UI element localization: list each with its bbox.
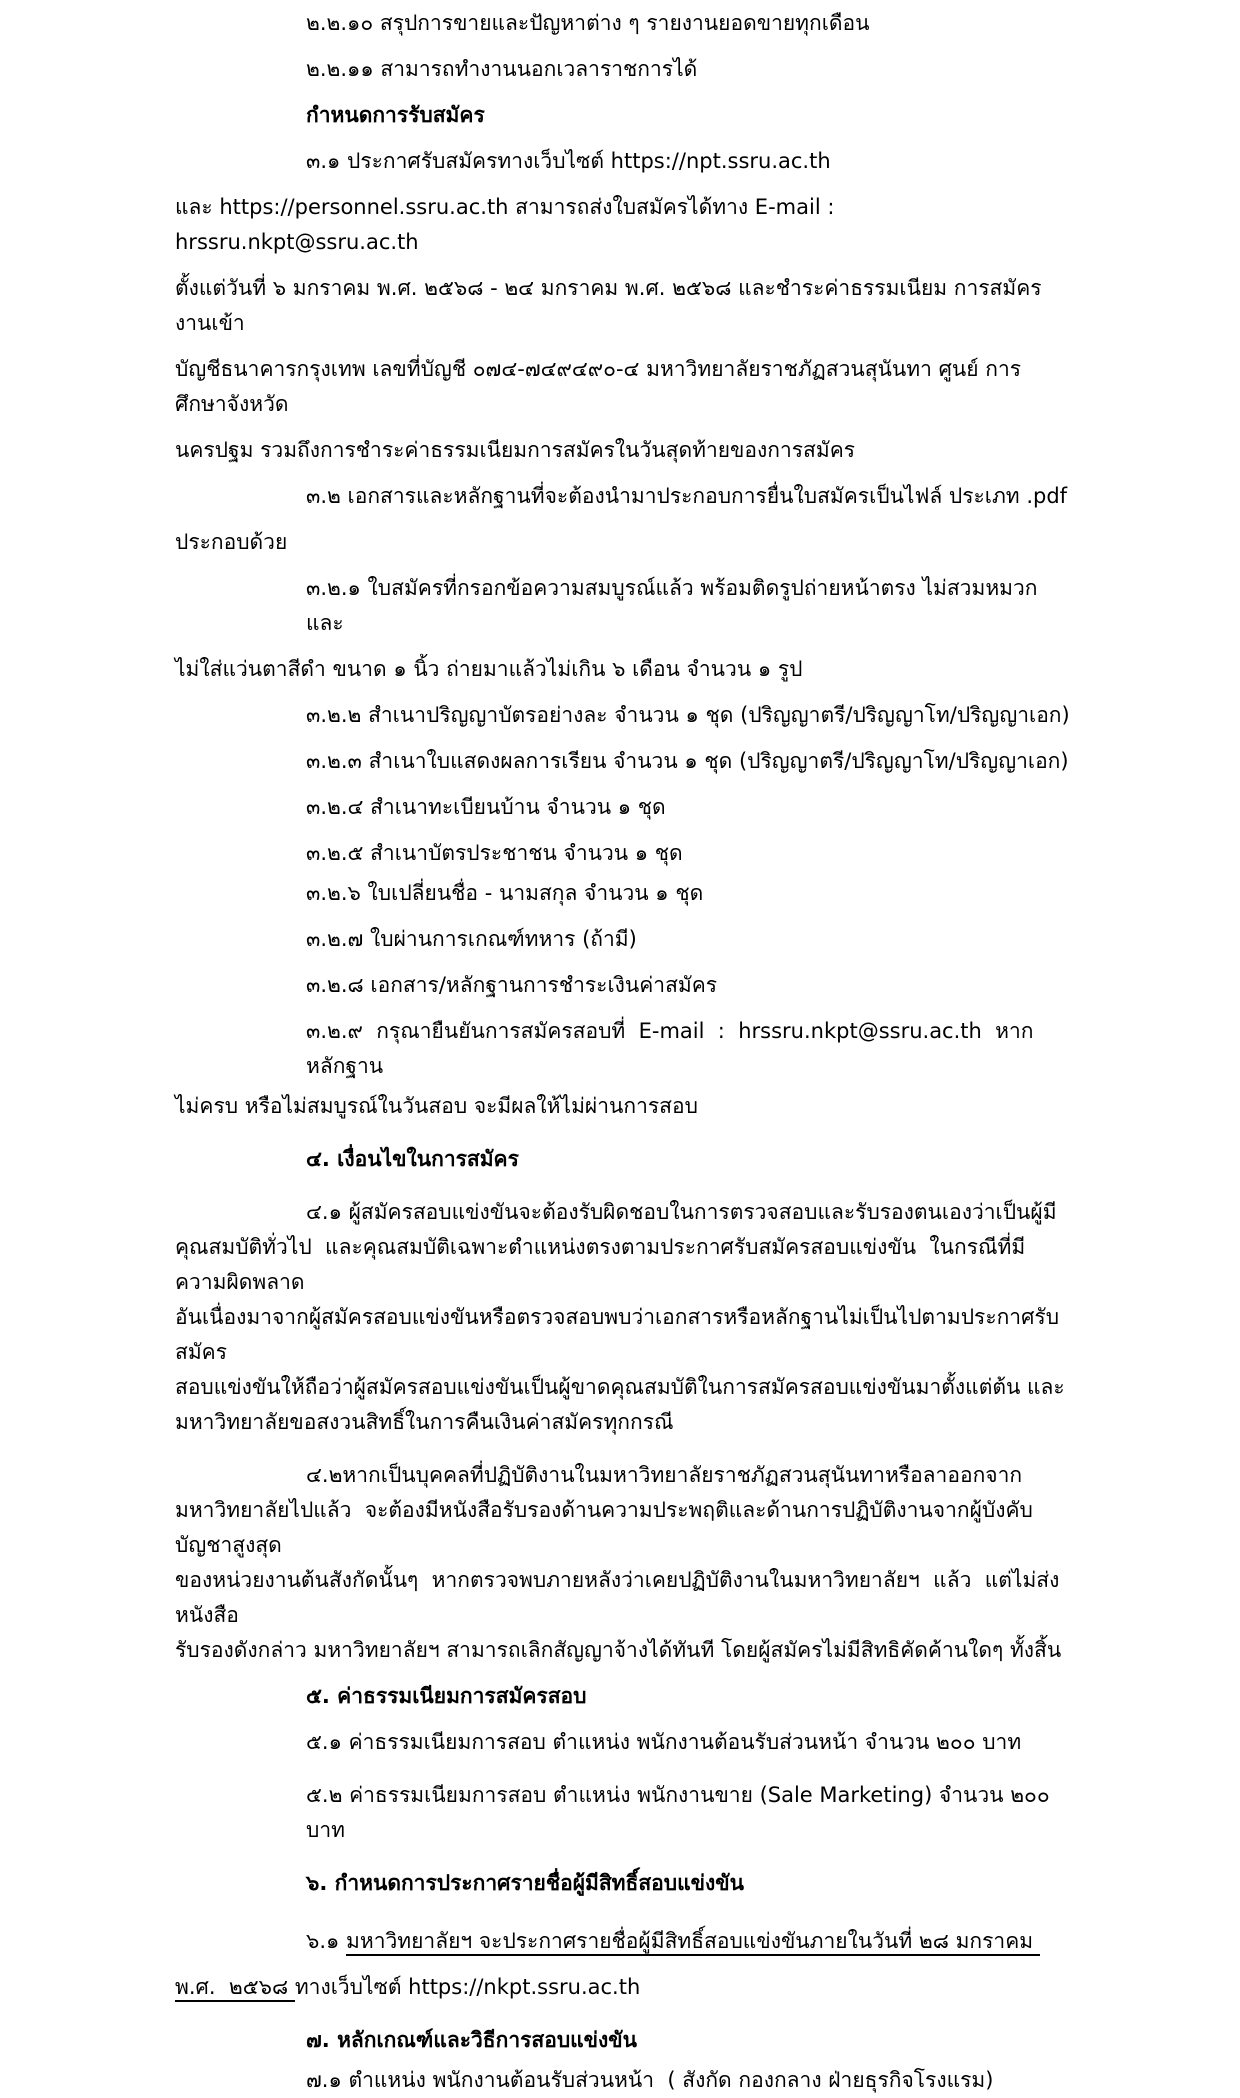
underlined-text: พ.ศ. ๒๕๖๘ (175, 1975, 295, 2002)
paragraph-line: ไม่ใส่แว่นตาสีดำ ขนาด ๑ นิ้ว ถ่ายมาแล้วไม่เกิน ๖ เดือน จำนวน ๑ รูป (175, 657, 803, 681)
paragraph-line: อันเนื่องมาจากผู้สมัครสอบแข่งขันหรือตรวจสอบพบว่าเอกสารหรือหลักฐานไม่เป็นไปตามประกาศรับสมัคร (175, 1305, 1060, 1364)
section-heading: ๖. กำหนดการประกาศรายชื่อผู้มีสิทธิ์สอบแข่งขัน (306, 1871, 744, 1895)
paragraph-line: ของหน่วยงานต้นสังกัดนั้นๆ หากตรวจพบภายหลังว่าเคยปฏิบัติงานในมหาวิทยาลัยฯ แล้ว แต่ไม่ส่งหนังสือ (175, 1568, 1060, 1627)
section-heading: ๕. ค่าธรรมเนียมการสมัครสอบ (306, 1684, 587, 1708)
document-body (175, 6, 1072, 2098)
paragraph-line: ๓.๒.๘ เอกสาร/หลักฐานการชำระเงินค่าสมัคร (306, 973, 718, 997)
paragraph-line: บัญชีธนาคารกรุงเทพ เลขที่บัญชี ๐๗๔-๗๔๙๔๙๐-๔ มหาวิทยาลัยราชภัฏสวนสุนันทา ศูนย์ การศึกษาจังหวัด (175, 357, 1022, 416)
paragraph-line (175, 1924, 1072, 1959)
paragraph-line: มหาวิทยาลัยขอสงวนสิทธิ์ในการคืนเงินค่าสมัครทุกกรณี (175, 1410, 674, 1434)
paragraph-line: รับรองดังกล่าว มหาวิทยาลัยฯ สามารถเลิกสัญญาจ้างได้ทันที โดยผู้สมัครไม่มีสิทธิคัดค้านใดๆ ทั้งสิ้น (175, 1638, 1062, 1662)
paragraph-line: ๒.๒.๑๐ สรุปการขายและปัญหาต่าง ๆ รายงานยอดขายทุกเดือน (306, 11, 870, 35)
underlined-text: มหาวิทยาลัยฯ จะประกาศรายชื่อผู้มีสิทธิ์สอบแข่งขันภายในวันที่ ๒๘ มกราคม (346, 1929, 1040, 1956)
paragraph-line: ๕.๒ ค่าธรรมเนียมการสอบ ตำแหน่ง พนักงานขาย (Sale Marketing) จำนวน ๒๐๐ บาท (306, 1783, 1057, 1842)
text-run: ทางเว็บไซต์ https://nkpt.ssru.ac.th (294, 1975, 641, 1999)
paragraph-line: ๓.๒.๑ ใบสมัครที่กรอกข้อความสมบูรณ์แล้ว พร้อมติดรูปถ่ายหน้าตรง ไม่สวมหมวก และ (306, 576, 1045, 635)
paragraph-line: มหาวิทยาลัยไปแล้ว จะต้องมีหนังสือรับรองด้านความประพฤติและด้านการปฏิบัติงานจากผู้บังคับบัญชาสูงสุด (175, 1498, 1033, 1557)
paragraph-line: ๔.๑ ผู้สมัครสอบแข่งขันจะต้องรับผิดชอบในการตรวจสอบและรับรองตนเองว่าเป็นผู้มี (306, 1200, 1057, 1224)
paragraph-line: ไม่ครบ หรือไม่สมบูรณ์ในวันสอบ จะมีผลให้ไม่ผ่านการสอบ (175, 1094, 698, 1118)
paragraph-line: ๕.๑ ค่าธรรมเนียมการสอบ ตำแหน่ง พนักงานต้อนรับส่วนหน้า จำนวน ๒๐๐ บาท (306, 1730, 1022, 1754)
paragraph-line: และ https://personnel.ssru.ac.th สามารถส่งใบสมัครได้ทาง E-mail : hrssru.nkpt@ssru.ac.th (175, 195, 842, 254)
paragraph-line: ๔.๒หากเป็นบุคคลที่ปฏิบัติงานในมหาวิทยาลัยราชภัฏสวนสุนันทาหรือลาออกจาก (306, 1463, 1023, 1487)
paragraph-line: ประกอบด้วย (175, 530, 288, 554)
paragraph-line: ๓.๒.๖ ใบเปลี่ยนชื่อ - นามสกุล จำนวน ๑ ชุด (306, 881, 704, 905)
paragraph-line: ๓.๒.๔ สำเนาทะเบียนบ้าน จำนวน ๑ ชุด (306, 795, 666, 819)
paragraph-line: ๓.๒.๙ กรุณายืนยันการสมัครสอบที่ E-mail : hrssru.nkpt@ssru.ac.th หากหลักฐาน (306, 1019, 1034, 1078)
paragraph-line: ๓.๒.๗ ใบผ่านการเกณฑ์ทหาร (ถ้ามี) (306, 927, 637, 951)
paragraph-line: ๓.๒.๓ สำเนาใบแสดงผลการเรียน จำนวน ๑ ชุด (ปริญญาตรี/ปริญญาโท/ปริญญาเอก) (306, 749, 1069, 773)
section-heading: กำหนดการรับสมัคร (306, 103, 485, 127)
text-run: ๖.๑ (306, 1929, 347, 1953)
paragraph-line: ๗.๑ ตำแหน่ง พนักงานต้อนรับส่วนหน้า ( สังกัด กองกลาง ฝ่ายธุรกิจโรงแรม) (306, 2068, 994, 2092)
section-heading: ๗. หลักเกณฑ์และวิธีการสอบแข่งขัน (306, 2028, 638, 2052)
section-heading: ๔. เงื่อนไขในการสมัคร (306, 1147, 519, 1171)
paragraph-line: ๓.๒.๕ สำเนาบัตรประชาชน จำนวน ๑ ชุด (306, 841, 683, 865)
paragraph-line (175, 1970, 1072, 2005)
paragraph-line: ๓.๒ เอกสารและหลักฐานที่จะต้องนำมาประกอบการยื่นใบสมัครเป็นไฟล์ ประเภท .pdf (306, 484, 1068, 508)
paragraph-line: คุณสมบัติทั่วไป และคุณสมบัติเฉพาะตำแหน่งตรงตามประกาศรับสมัครสอบแข่งขัน ในกรณีที่มีความผิดพลาด (175, 1235, 1026, 1294)
paragraph-line: ๓.๒.๒ สำเนาปริญญาบัตรอย่างละ จำนวน ๑ ชุด (ปริญญาตรี/ปริญญาโท/ปริญญาเอก) (306, 703, 1070, 727)
paragraph-line: ๒.๒.๑๑ สามารถทำงานนอกเวลาราชการได้ (306, 57, 698, 81)
paragraph-line: ตั้งแต่วันที่ ๖ มกราคม พ.ศ. ๒๕๖๘ - ๒๔ มกราคม พ.ศ. ๒๕๖๘ และชำระค่าธรรมเนียม การสมัครงานเข้า (175, 276, 1042, 335)
paragraph-line: ๓.๑ ประกาศรับสมัครทางเว็บไซต์ https://npt.ssru.ac.th (306, 149, 831, 173)
paragraph-line: สอบแข่งขันให้ถือว่าผู้สมัครสอบแข่งขันเป็นผู้ขาดคุณสมบัติในการสมัครสอบแข่งขันมาตั้งแต่ต้น และ (175, 1375, 1065, 1399)
paragraph-line: นครปฐม รวมถึงการชำระค่าธรรมเนียมการสมัครในวันสุดท้ายของการสมัคร (175, 438, 856, 462)
